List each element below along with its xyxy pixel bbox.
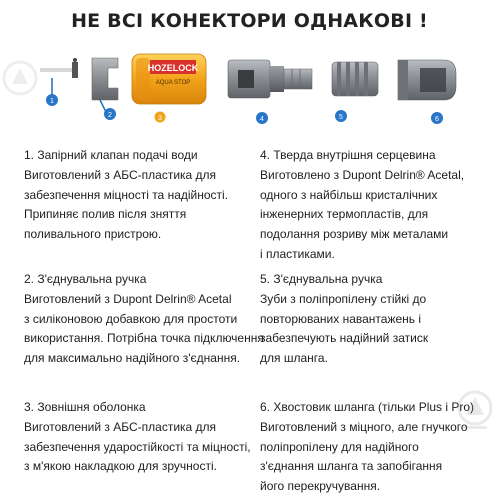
marker-1-label: 1 — [50, 98, 54, 105]
section-text: Виготовлений з міцного, але гнучкого — [260, 419, 468, 434]
marker-2-label: 2 — [108, 112, 112, 119]
section-text: для шланга. — [260, 351, 328, 366]
section-heading: 2. З'єднувальна ручка — [24, 272, 147, 286]
section-grip-ring — [260, 270, 488, 369]
section-text: Припиняє полив після зняття — [24, 207, 187, 222]
page-title: НЕ ВСІ КОНЕКТОРИ ОДНАКОВІ ! — [71, 10, 428, 32]
section-text: інженерних термопластів, для — [260, 207, 429, 222]
section-heading: 3. Зовнішня оболонка — [24, 400, 146, 414]
marker-3-label: 3 — [158, 115, 162, 122]
section-text: Виготовлений з АБС-пластика для — [24, 419, 217, 434]
part-clip — [92, 58, 118, 120]
section-inner-core — [260, 146, 488, 265]
product-label: AQUA STOP — [155, 80, 191, 86]
part-outer-shell — [132, 54, 206, 123]
part-valve — [40, 58, 78, 106]
section-text: забезпечення міцності та надійності. — [24, 187, 229, 202]
marker-5-label: 5 — [339, 114, 343, 121]
part-inner-core — [228, 60, 312, 124]
section-text: одного з найбільш кристалічних — [260, 187, 438, 202]
section-heading: 4. Тверда внутрішня серцевина — [260, 148, 436, 162]
section-text: поливального пристрою. — [24, 227, 162, 242]
section-clip — [24, 270, 264, 369]
marker-6-label: 6 — [435, 116, 439, 123]
section-text: Виготовлений з АБС-пластика для — [24, 167, 217, 182]
section-text: для максимально надійного з'єднання. — [24, 351, 241, 366]
section-text: забезпечення ударостійкості та міцності, — [24, 439, 251, 454]
marker-4-label: 4 — [260, 116, 264, 123]
section-heading: 1. Запірний клапан подачі води — [24, 148, 198, 162]
section-text: подолання розриву між металами — [260, 227, 449, 242]
section-text: забезпечують надійний затиск — [260, 331, 429, 346]
section-text: Виготовлений з Dupont Delrin® Acetal — [24, 291, 232, 306]
section-text: з'єднання шланга та запобігання — [260, 459, 443, 474]
watermark-icon — [4, 62, 36, 94]
part-hose-tail — [398, 60, 456, 124]
section-text: Зуби з поліпропілену стійкі до — [260, 291, 427, 306]
section-text: Виготовлено з Dupont Delrin® Acetal, — [260, 167, 465, 182]
section-text: повторюваних навантажень і — [260, 311, 422, 326]
part-grip-ring — [332, 62, 378, 122]
section-heading: 6. Хвостовик шланга (тільки Plus і Pro) — [260, 400, 475, 414]
watermark-icon — [454, 388, 496, 432]
section-text: його перекручування. — [260, 479, 381, 494]
section-heading: 5. З'єднувальна ручка — [260, 272, 383, 286]
section-text: з м'якою накладкою для зручності. — [24, 459, 217, 474]
section-text: використання. Потрібна точка підключення — [24, 331, 264, 346]
section-text: і пластиками. — [260, 246, 335, 261]
section-valve — [24, 146, 252, 245]
section-text: з силіконовою добавкою для простоти — [24, 311, 238, 326]
section-outer-shell — [24, 398, 252, 477]
parts-illustration — [0, 38, 499, 138]
section-text: поліпропілену для надійного — [260, 439, 419, 454]
brand-logo-text: HOZELOCK — [147, 63, 199, 73]
